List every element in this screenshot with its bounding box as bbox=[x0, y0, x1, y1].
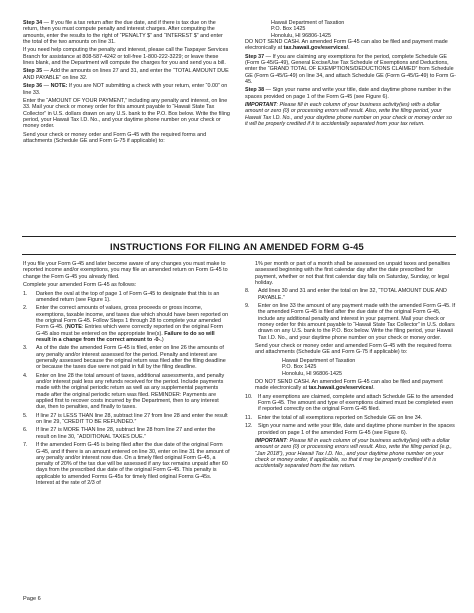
amended-intro: If you file your Form G-45 and later become aware of any changes you must make to reported income and/or exemptions, you may file an amended return on Form G-45 to change the Form G-45 you already filed. bbox=[23, 261, 228, 280]
list-item: 11. Enter the total of all exemptions reported on Schedule GE on line 34. bbox=[245, 414, 423, 421]
send-amended-paragraph: Send your check or money order and amended Form G-45 with the required forms and attachments (Schedule GE and Form G-75 if applicable) to: bbox=[255, 343, 452, 356]
lower-left-column bbox=[23, 261, 230, 488]
upper-left-column bbox=[23, 20, 230, 146]
list-item: 10. If any exemptions are claimed, complete and attach Schedule GE to the amended Form G-45. The amount and type of exemptions claimed must be completed even if reported correctly on the original Form G-45 filed. bbox=[245, 393, 454, 413]
no-cash-notice: DO NOT SEND CASH. An amended Form G-45 can also be filed and payment made electronically at tax.hawaii.gov/eservices/. bbox=[245, 38, 448, 52]
list-item: 1. Darken the oval at the top of page 1 of Form G-45 to designate that this is an amended return (see Figure 1). bbox=[23, 290, 220, 303]
upper-right-column bbox=[245, 20, 456, 130]
eservices-link-amended[interactable]: tax.hawaii.gov/eservices/ bbox=[308, 385, 374, 392]
no-cash-notice-amended: DO NOT SEND CASH. An amended Form G-45 can also be filed and payment made electronically at tax.hawaii.gov/eservices/. bbox=[255, 378, 443, 392]
send-payment-paragraph: Send your check or money order and Form G-45 with the required forms and attachments (Schedule GE and Form G-75 if applicable) to: bbox=[23, 131, 207, 144]
important-note-amended: IMPORTANT: Please fill in each column of your business activity(ies) with a dollar amount or zero (0) or processing errors will result. Also, write the filing period (e.g., “Jan 2018”), your Hawaii Tax I.D. No., and your daytime phone number on your check or money order, if applicable, so that it may be properly credited if it is accidentally separated from the tax return. bbox=[255, 438, 452, 470]
list-item: 9. Enter on line 33 the amount of any payment made with the amended Form G-45. If the amended Form G-45 is filed after the due date of the original Form G-45, include any additional penalty and interest in your payment. Mail your check or money order for this amount payable to “Hawaii State Tax Collector” in U.S. dollars drawn on any U.S. bank to the P.O. Box below. Write the filing period, your Hawaii Tax I.D. No., and your daytime phone number on your check or money order. bbox=[245, 303, 456, 341]
penalty-help-paragraph: If you need help computing the penalty and interest, please call the Taxpayer Services Branch for assistance at 808-587-4242 or toll-free 1-800-222-3229; or leave these lines blank, and the Department will compute the charges for you and send you a bill. bbox=[23, 47, 229, 66]
section-rule-top bbox=[22, 236, 456, 237]
payment-amount-paragraph: Enter the “AMOUNT OF YOUR PAYMENT,” including any penalty and interest, on line 33. Mail your check or money order for this amount payable to “Hawaii State Tax Collector” in U.S. dollars drawn on any U.S. bank to the P.O. Box below. Write the filing period, your Hawaii Tax I.D. No., and your daytime phone number on your check or money order. bbox=[23, 98, 230, 130]
step-37: Step 37 — If you are claiming any exemptions for the period, complete Schedule GE (Form G-45/G-49), General Excise/Use Tax Schedule of Exemptions and Deductions, enter the “GRAND TOTAL OF EXEMPTIONS/DEDUCTIONS CLAIMED” from Schedule GE (Form G-45/G-49) on line 34, and attach Schedule GE (Form G-45/G-49) to Form G-45. bbox=[245, 53, 456, 85]
list-item: 5. If line 27 is LESS THAN line 28, subtract line 27 from line 28 and enter the result on line 29, “CREDIT TO BE REFUNDED.” bbox=[23, 412, 228, 425]
mailing-address-amended: Hawaii Department of Taxation P.O. Box 1425 Honolulu, HI 96806-1425 bbox=[282, 357, 356, 377]
step-36: Step 36 — NOTE: If you are NOT submitting a check with your return, enter “0.00” on line 33. bbox=[23, 83, 228, 96]
list-item: 7. If the amended Form G-45 is being filed after the due date of the original Form G-45, and if there is an amount entered on line 30, enter on line 31 the amount of any penalty and/or interest now due. On a timely filed original Form G-45, a penalty of 20% of the tax due will be assessed if any tax remains unpaid after 60 days from the prescribed due date of the original Form G-45. This penalty is applicable to amended Forms G-45s for timely filed original Forms G-45s. Interest at the rate of 2/3 of bbox=[23, 442, 230, 486]
page-number: Page 6 bbox=[23, 596, 41, 602]
important-note: IMPORTANT: Please fill in each column of your business activity(ies) with a dollar amount or zero (0) or processing errors will result. Also, write the filing period, your Hawaii Tax I.D. No., and your daytime phone number on your check or money order so it will be properly credited if it is accidentally separated from your tax return. bbox=[245, 102, 452, 128]
list-item: 8. Add lines 30 and 31 and enter the total on line 32, “TOTAL AMOUNT DUE AND PAYABLE.” bbox=[245, 288, 447, 301]
eservices-link[interactable]: tax.hawaii.gov/eservices/ bbox=[283, 45, 349, 52]
step-35: Step 35 — Add the amounts on lines 27 and 31, and enter the “TOTAL AMOUNT DUE AND PAYABLE” on line 32. bbox=[23, 68, 229, 81]
section-title: INSTRUCTIONS FOR FILING AN AMENDED FORM G-45 bbox=[110, 241, 364, 252]
lower-right-column bbox=[245, 261, 456, 472]
mailing-address: Hawaii Department of Taxation P.O. Box 1425 Honolulu, HI 96806-1425 bbox=[271, 20, 345, 39]
section-rule-bottom bbox=[22, 254, 456, 255]
list-item: 3. As of the date the amended Form G-45 is filed, enter on line 26 the amounts of any penalty and/or interest assessed for the period. Penalty and interest are generally assessed because the original return was filed after the filing deadline or because the taxes due were not paid in full by the filing deadline. bbox=[23, 345, 226, 371]
complete-heading: Complete your amended Form G-45 as follows: bbox=[23, 282, 137, 289]
item-7-continued: 1% per month or part of a month shall be assessed on unpaid taxes and penalties assessed beginning with the first calendar day after the date prescribed for payment, whether or not that first calendar day falls on Saturday, Sunday, or legal holiday. bbox=[255, 261, 451, 286]
step-38: Step 38 — Sign your name and write your title, date and daytime phone number in the spaces provided on page 1 of the Form G-45 (see Figure 6). bbox=[245, 87, 451, 100]
list-item: 6. If line 27 is MORE THAN line 28, subtract line 28 from line 27 and enter the result on line 30, “ADDITIONAL TAXES DUE.” bbox=[23, 427, 216, 440]
step-34: Step 34 — If you file a tax return after the due date, and if there is tax due on the return, then you must compute penalty and interest charges. After computing the amounts, enter the results to the right of “PENALTY $” and “INTEREST $” and enter the total of the two amounts on line 31. bbox=[23, 20, 223, 45]
list-item: 2. Enter the correct amounts of values, gross proceeds or gross income, exemptions, taxable income, and taxes due which should have been reported on the original Form G-45. Follow Steps 1 through 28 to complete your amended Form G-45. (NOTE: Entries which were correctly reported on the original Form G-45 also must be entered on the appropriate line(s). Failure to do so will result in a change from the correct amount to -0-.) bbox=[23, 305, 229, 343]
list-item: 12. Sign your name and write your title, date and daytime phone number in the spaces provided on page 1 of the amended Form G-45 (see Figure 6). bbox=[245, 423, 455, 436]
list-item: 4. Enter on line 28 the total amount of taxes, additional assessments, and penalty and/or interest paid less any refunds received for the period. Include payments made with the original periodic return as well as any supplemental payments made after the original periodic return was filed. REMINDER: Payments are applied first to recover costs incurred by the Department, then to any interest due, then to penalties, and finally to taxes. bbox=[23, 372, 225, 411]
